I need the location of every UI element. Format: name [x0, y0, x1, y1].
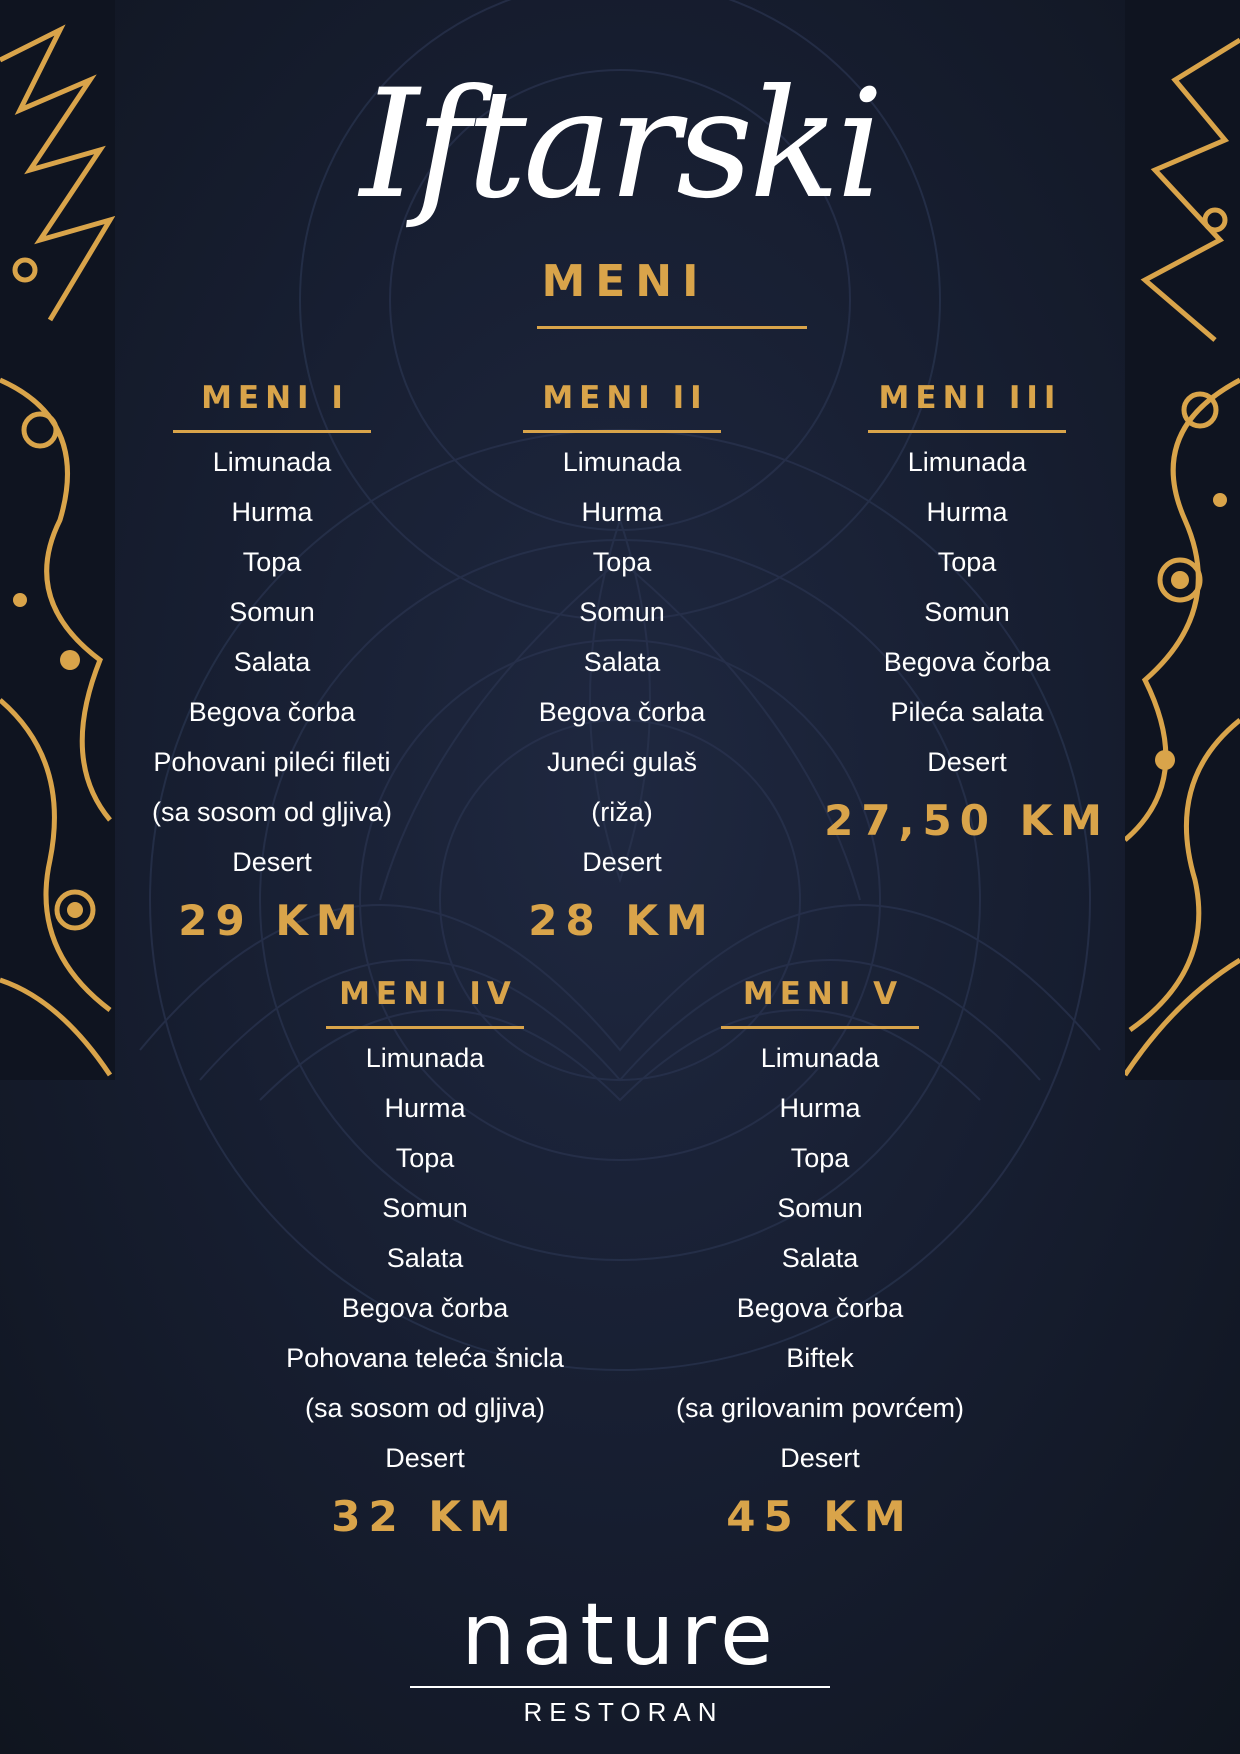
- menu-item: Topa: [592, 547, 652, 577]
- menu-item: (riža): [591, 797, 653, 827]
- menu-divider: [326, 1026, 524, 1029]
- menu-item: Biftek: [786, 1343, 854, 1373]
- menu-price: 28 KM: [528, 896, 716, 945]
- menu-item: Somun: [579, 597, 665, 627]
- menu-item: Topa: [395, 1143, 455, 1173]
- menu-item: Pohovana teleća šnicla: [286, 1343, 564, 1373]
- page-title: Iftarski: [359, 58, 881, 232]
- restaurant-logo: [0, 1585, 1240, 1732]
- menu-item: Begova čorba: [341, 1293, 509, 1323]
- menu-card-3: [787, 378, 1147, 851]
- menu-heading: MENI IV: [339, 976, 517, 1012]
- menu-item: Hurma: [581, 497, 663, 527]
- menu-item: Pileća salata: [890, 697, 1044, 727]
- menu-item: Limunada: [365, 1043, 485, 1073]
- menu-heading: MENI II: [542, 380, 708, 416]
- menu-item-list: [442, 437, 802, 887]
- menu-item: Somun: [777, 1193, 863, 1223]
- menu-item: Topa: [937, 547, 997, 577]
- menu-item: Desert: [927, 747, 1007, 777]
- menu-item: Begova čorba: [883, 647, 1051, 677]
- menu-item: Limunada: [562, 447, 682, 477]
- menu-item: Desert: [582, 847, 662, 877]
- menu-divider: [721, 1026, 919, 1029]
- menu-item: Begova čorba: [736, 1293, 904, 1323]
- menu-price: 45 KM: [726, 1492, 914, 1541]
- menu-divider: [523, 430, 721, 433]
- menu-divider: [173, 430, 371, 433]
- title-divider: [537, 326, 807, 329]
- menu-item: Somun: [924, 597, 1010, 627]
- menu-item: Somun: [229, 597, 315, 627]
- menu-price: 32 KM: [331, 1492, 519, 1541]
- menu-item: Desert: [232, 847, 312, 877]
- menu-item: Limunada: [212, 447, 332, 477]
- menu-item: Pohovani pileći fileti: [153, 747, 391, 777]
- menu-item: Limunada: [907, 447, 1027, 477]
- menu-item: Salata: [233, 647, 311, 677]
- menu-card-2: [442, 378, 802, 951]
- menu-item: Salata: [781, 1243, 859, 1273]
- menu-item: Desert: [780, 1443, 860, 1473]
- menu-item-list: [245, 1033, 605, 1483]
- menu-item: Salata: [583, 647, 661, 677]
- menu-price: 27,50 KM: [824, 796, 1110, 845]
- menu-item: Begova čorba: [538, 697, 706, 727]
- logo-subtitle: RESTORAN: [523, 1697, 724, 1727]
- menu-item: Desert: [385, 1443, 465, 1473]
- menu-item: Topa: [242, 547, 302, 577]
- menu-card-4: [245, 974, 605, 1547]
- menu-card-1: [92, 378, 452, 951]
- menu-divider: [868, 430, 1066, 433]
- menu-item-list: [92, 437, 452, 887]
- menu-heading: MENI III: [878, 380, 1062, 416]
- menu-item: Hurma: [384, 1093, 466, 1123]
- menu-price: 29 KM: [178, 896, 366, 945]
- logo-wordmark: nature: [461, 1585, 779, 1685]
- menu-item: Begova čorba: [188, 697, 356, 727]
- menu-item-list: [640, 1033, 1000, 1483]
- menu-item: Limunada: [760, 1043, 880, 1073]
- menu-item: (sa sosom od gljiva): [151, 797, 393, 827]
- menu-item: Hurma: [231, 497, 313, 527]
- menu-item: Somun: [382, 1193, 468, 1223]
- logo-underline: [410, 1686, 830, 1688]
- menu-item: (sa sosom od gljiva): [304, 1393, 546, 1423]
- page-subtitle: MENI: [541, 256, 709, 307]
- menu-card-5: [640, 974, 1000, 1547]
- menu-item: Juneći gulaš: [546, 747, 698, 777]
- menu-heading: MENI V: [742, 976, 904, 1012]
- menu-item: Hurma: [779, 1093, 861, 1123]
- menu-item: Salata: [386, 1243, 464, 1273]
- menu-item: Hurma: [926, 497, 1008, 527]
- menu-heading: MENI I: [201, 380, 349, 416]
- menu-item: Topa: [790, 1143, 850, 1173]
- menu-item: (sa grilovanim povrćem): [675, 1393, 965, 1423]
- menu-item-list: [787, 437, 1147, 787]
